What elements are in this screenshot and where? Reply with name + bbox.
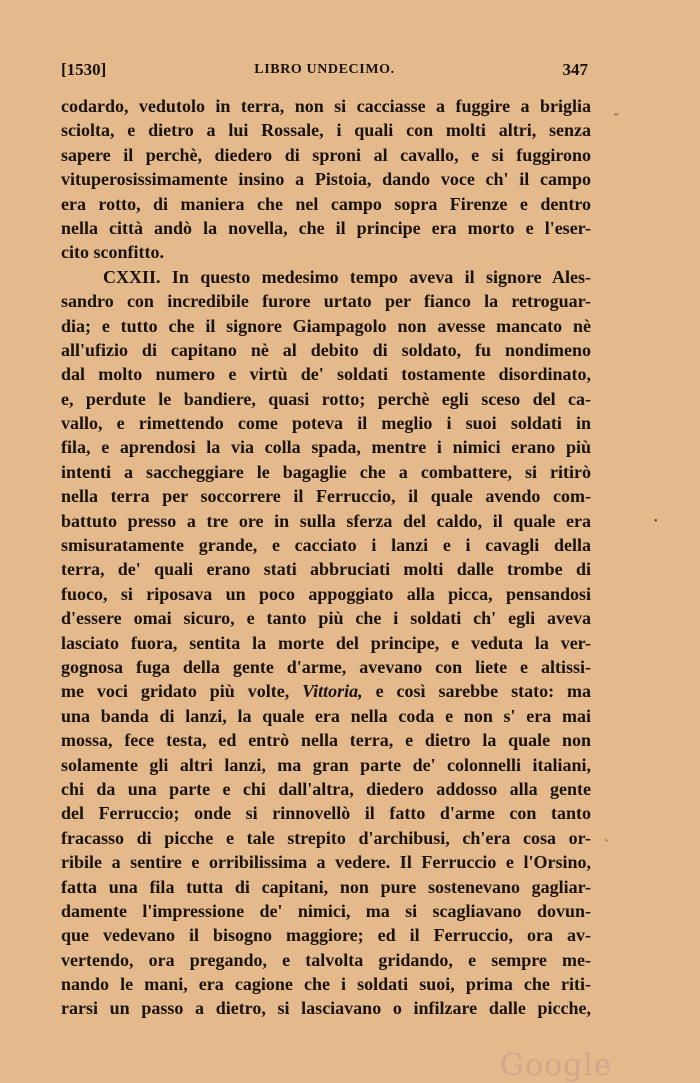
text-line: mossa, fece testa, ed entrò nella terra, e dietro la quale non (61, 730, 591, 751)
body-text (61, 94, 591, 1021)
text-line: una banda di lanzi, la quale era nella coda e non s' era mai (61, 705, 591, 726)
text-line: smisuratamente grande, e cacciato i lanzi e i cavagli della (61, 535, 591, 556)
text-line: gognosa fuga della gente d'arme, avevano con liete e altissi- (61, 656, 591, 677)
text-line-start: me voci gridato più volte, (61, 681, 290, 702)
text-line: que vedevano il bisogno maggiore; ed il Ferruccio, ora av- (61, 925, 591, 946)
text-line: sandro con incredibile furore urtato per fianco la retroguar- (61, 291, 591, 312)
text-line: terra, de' quali erano stati abbruciati molti dalle trombe di (61, 559, 591, 580)
text-line: cito sconfitto. (61, 242, 164, 263)
header-title: LIBRO UNDECIMO. (254, 62, 395, 77)
speck-mark: ` (604, 838, 609, 853)
text-line: sapere il perchè, diedero di sproni al cavallo, e si fuggirono (61, 144, 591, 165)
watermark-logo: Google (500, 1048, 613, 1083)
text-line: nella terra per soccorrere il Ferruccio, il quale avendo com- (61, 486, 591, 507)
text-line: sciolta, e dietro a lui Rossale, i quali con molti altri, senza (61, 120, 591, 141)
text-line: vituperosissimamente insino a Pistoia, dando voce ch' il campo (61, 169, 591, 190)
text-line: vertendo, ora pregando, e talvolta gridando, e sempre me- (61, 949, 591, 970)
text-line: intenti a saccheggiare le bagaglie che a combattere, si ritirò (61, 461, 591, 482)
speck-mark: • (654, 516, 658, 527)
page-number: 347 (562, 60, 588, 79)
text-line: solamente gli altri lanzi, ma gran parte de' colonnelli italiani, (61, 754, 591, 775)
text-line: dia; e tutto che il signore Giampagolo non avesse mancato nè (61, 315, 591, 336)
text-line-with-italic (61, 679, 591, 703)
text-line: codardo, vedutolo in terra, non si cacciasse a fuggire a briglia (61, 96, 591, 116)
text-line: nella città andò la novella, che il principe era morto e l'eser- (61, 217, 591, 238)
italic-word: Vittoria, (302, 681, 363, 702)
text-line: damente l'impressione de' nimici, ma si scagliavano dovun- (61, 900, 591, 921)
text-line: lasciato fuora, sentita la morte del principe, e veduta la ver- (61, 632, 591, 653)
text-line: all'ufizio di capitano nè al debito di soldato, fu nondimeno (61, 339, 591, 360)
text-line: vallo, e rimettendo come poteva il meglio i suoi soldati in (61, 413, 591, 434)
text-line: nando le mani, era cagione che i soldati suoi, prima che riti- (61, 974, 591, 995)
text-line: fila, e aprendosi la via colla spada, mentre i nimici erano più (61, 437, 591, 458)
paragraph-start-line: CXXII. In questo medesimo tempo aveva il signore Ales- (103, 266, 591, 287)
text-line: d'essere omai sicuro, e tanto più che i soldati ch' egli aveva (61, 608, 591, 629)
text-line-end: e così sarebbe stato: ma (375, 681, 591, 702)
text-line: battuto presso a tre ore in sulla sferza del caldo, il quale era (61, 510, 591, 531)
text-line: chi da una parte e chi dall'altra, diedero addosso alla gente (61, 778, 591, 799)
text-line: era rotto, di maniera che nel campo sopra Firenze e dentro (61, 193, 591, 214)
header-year: [1530] (61, 60, 107, 79)
text-line: fatta una fila tutta di capitani, non pure sostenevano gagliar- (61, 876, 591, 897)
text-line: e, perdute le bandiere, quasi rotto; perchè egli sceso del ca- (61, 388, 591, 409)
text-line: del Ferruccio; onde si rinnovellò il fatto d'arme con tanto (61, 803, 591, 824)
text-line: rarsi un passo a dietro, si lasciavano o infilzare dalle picche, (61, 998, 591, 1019)
text-line: fracasso di picche e tale strepito d'archibusi, ch'era cosa or- (61, 827, 591, 848)
text-line: ribile a sentire e orribilissima a vedere. Il Ferruccio e l'Orsino, (61, 852, 591, 873)
text-line: fuoco, si riposava un poco appoggiato alla picca, pensandosi (61, 583, 591, 604)
text-line: dal molto numero e virtù de' soldati tostamente disordinato, (61, 364, 591, 385)
speck-mark: ˝ (614, 112, 619, 127)
running-header (61, 60, 588, 86)
